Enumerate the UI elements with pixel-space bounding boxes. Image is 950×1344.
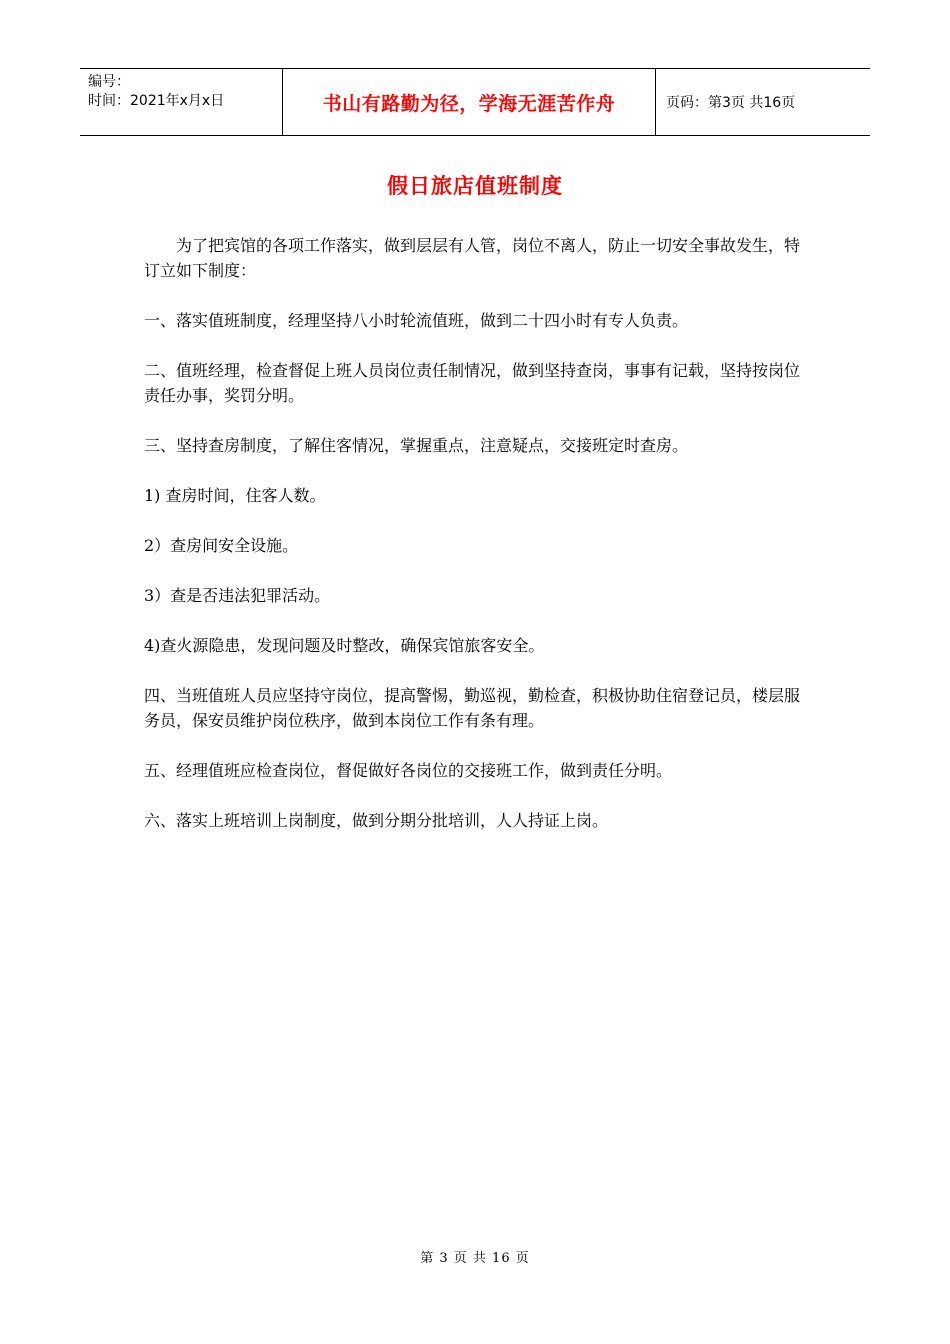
header-table bbox=[80, 68, 870, 136]
document-date: 时间：2021年x月x日 bbox=[88, 93, 225, 109]
sub-item-3: 3）查是否违法犯罪活动。 bbox=[144, 586, 331, 605]
intro-paragraph: 为了把宾馆的各项工作落实，做到层层有人管，岗位不离人，防止一切安全事故发生，特订立如下制度： bbox=[144, 236, 801, 280]
sub-item-1: 1) 查房时间，住客人数。 bbox=[144, 486, 326, 505]
page-footer: 第 3 页 共 16 页 bbox=[420, 1251, 530, 1266]
header-motto: 书山有路勤为径，学海无涯苦作舟 bbox=[282, 69, 656, 135]
rule-item-5: 五、经理值班应检查岗位，督促做好各岗位的交接班工作，做到责任分明。 bbox=[144, 761, 673, 780]
header-meta-cell bbox=[80, 69, 282, 135]
rule-item-1: 一、落实值班制度，经理坚持八小时轮流值班，做到二十四小时有专人负责。 bbox=[144, 311, 689, 330]
document-title: 假日旅店值班制度 bbox=[387, 173, 563, 198]
header-page-info: 页码：第3页 共16页 bbox=[666, 95, 796, 111]
rule-item-6: 六、落实上班培训上岗制度，做到分期分批培训，人人持证上岗。 bbox=[144, 811, 609, 830]
document-body bbox=[144, 233, 804, 858]
sub-item-2: 2）查房间安全设施。 bbox=[144, 536, 299, 555]
document-number-label: 编号： bbox=[88, 74, 130, 90]
rule-item-4: 四、当班值班人员应坚持守岗位，提高警惕，勤巡视，勤检查，积极协助住宿登记员，楼层服务员，保安员维护岗位秩序，做到本岗位工作有条有理。 bbox=[144, 686, 801, 730]
rule-item-3: 三、坚持查房制度，了解住客情况，掌握重点，注意疑点，交接班定时查房。 bbox=[144, 436, 689, 455]
rule-item-2: 二、值班经理，检查督促上班人员岗位责任制情况，做到坚持查岗，事事有记载，坚持按岗位责任办事，奖罚分明。 bbox=[144, 361, 801, 405]
sub-item-4: 4)查火源隐患，发现问题及时整改，确保宾馆旅客安全。 bbox=[144, 636, 545, 655]
